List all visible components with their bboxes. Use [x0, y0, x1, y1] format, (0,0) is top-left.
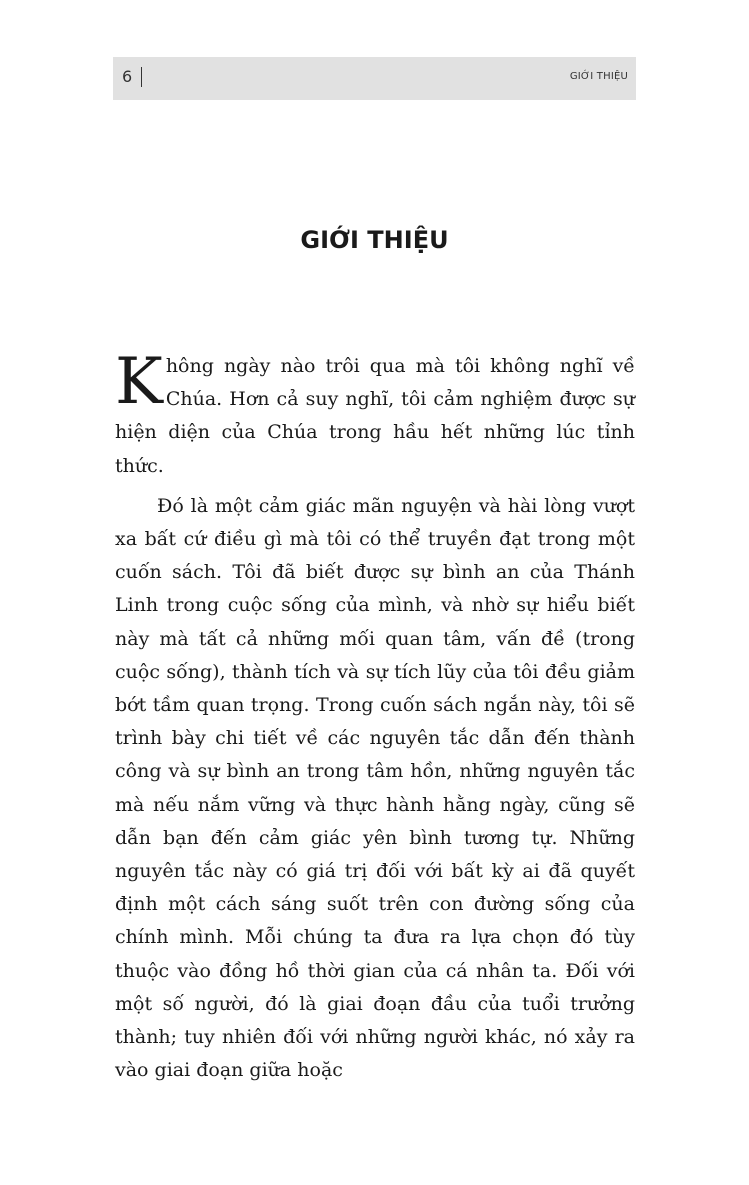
page-number: 6	[122, 67, 133, 86]
chapter-title: GIỚI THIỆU	[300, 226, 449, 254]
paragraph-1-text: hông ngày nào trôi qua mà tôi không nghĩ về Chúa. Hơn cả suy nghĩ, tôi cảm nghiệm được sự hiện diện của Chúa trong hầu hết những lúc tỉnh thức.	[115, 355, 635, 477]
running-title: GIỚI THIỆU	[569, 71, 628, 82]
body-text	[115, 345, 635, 1087]
paragraph-1	[115, 345, 635, 483]
paragraph-2: Đó là một cảm giác mãn nguyện và hài lòng vượt xa bất cứ điều gì mà tôi có thể truyền đạt trong một cuốn sách. Tôi đã biết được sự bình an của Thánh Linh trong cuộc sống của mình, và nhờ sự hiểu biết này mà tất cả những mối quan tâm, vấn đề (trong cuộc sống), thành tích và sự tích lũy của tôi đều giảm bớt tầm quan trọng. Trong cuốn sách ngắn này, tôi sẽ trình bày chi tiết về các nguyên tắc dẫn đến thành công và sự bình an trong tâm hồn, những nguyên tắc mà nếu nắm vững và thực hành hằng ngày, cũng sẽ dẫn bạn đến cảm giác yên bình tương tự. Những nguyên tắc này có giá trị đối với bất kỳ ai đã quyết định một cách sáng suốt trên con đường sống của chính mình. Mỗi chúng ta đưa ra lựa chọn đó tùy thuộc vào đồng hồ thời gian của cá nhân ta. Đối với một số người, đó là giai đoạn đầu của tuổi trưởng thành; tuy nhiên đối với những người khác, nó xảy ra vào giai đoạn giữa hoặc	[115, 494, 635, 1082]
page-header	[113, 57, 636, 100]
drop-cap: K	[115, 345, 163, 419]
header-divider	[141, 67, 142, 87]
